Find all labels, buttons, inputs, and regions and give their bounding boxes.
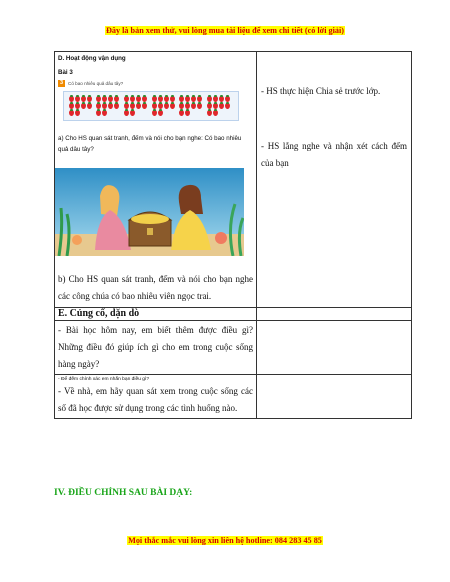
homework-cell	[55, 375, 257, 419]
strawberry-icon	[164, 103, 169, 109]
exercise-number-badge: 3	[59, 80, 64, 86]
activity-cell	[55, 52, 257, 308]
table-row	[55, 308, 412, 321]
strawberry-icon	[207, 110, 212, 116]
strawberry-icon	[179, 110, 184, 116]
empty-cell	[257, 308, 412, 321]
strawberry-icon	[185, 110, 190, 116]
lesson-table	[54, 51, 412, 419]
strawberry-icon	[87, 103, 92, 109]
strawberry-icon	[158, 110, 163, 116]
strawberry-icon	[75, 110, 80, 116]
strawberry-group	[152, 96, 178, 116]
hotline-banner	[0, 536, 450, 545]
exercise-label: Bài 3	[58, 69, 73, 76]
question-a: a) Cho HS quan sát tranh, đếm và nói cho bạn nghe: Có bao nhiêu quả dâu tây?	[58, 135, 242, 153]
table-row	[55, 321, 412, 375]
strawberry-icon	[130, 110, 135, 116]
strawberry-icon	[102, 110, 107, 116]
strawberry-icon	[96, 110, 101, 116]
review-question: - Bài học hôm nay, em biết thêm được điều gì? Những điều đó giúp ích gì cho em trong cuộc sống hàng ngày?	[58, 325, 253, 369]
section-e-title: E. Củng cố, dặn dò	[58, 308, 140, 319]
strawberry-icon	[213, 110, 218, 116]
review-cell	[55, 321, 257, 375]
strawberry-icon	[136, 103, 141, 109]
princesses-treasure-illustration	[55, 168, 244, 256]
exercise-prompt	[58, 80, 256, 87]
strawberry-icon	[225, 103, 230, 109]
counting-tip-question: - Để đếm chính xác em nhắn bạn điều gì?	[58, 377, 150, 382]
strawberry-icon	[124, 110, 129, 116]
strawberry-icon	[142, 103, 147, 109]
strawberry-icon	[114, 103, 119, 109]
strawberry-group	[96, 96, 122, 116]
strawberry-icon	[81, 103, 86, 109]
strawberry-icon	[191, 103, 196, 109]
strawberry-group	[179, 96, 205, 116]
strawberry-group	[69, 96, 95, 116]
student-response-cell	[257, 52, 412, 308]
section-e-cell	[55, 308, 257, 321]
empty-cell	[257, 321, 412, 375]
exercise-question: Có bao nhiêu quả dâu tây?	[68, 81, 124, 86]
table-row	[55, 375, 412, 419]
homework-instruction: - Về nhà, em hãy quan sát xem trong cuộc sống các số đã học được sử dụng trong các tình huống nào.	[58, 386, 253, 413]
strawberry-icon	[197, 103, 202, 109]
student-response-1: - HS thực hiện Chia sẻ trước lớp.	[261, 86, 381, 96]
strawberry-icon	[219, 103, 224, 109]
strawberry-group	[124, 96, 150, 116]
strawberry-icon	[152, 110, 157, 116]
preview-banner	[0, 26, 450, 35]
section-d-title: D. Hoạt động vận dụng	[58, 55, 126, 62]
strawberry-illustration	[63, 91, 239, 121]
table-row	[55, 52, 412, 308]
empty-cell	[257, 375, 412, 419]
section-iv-heading: IV. ĐIỀU CHỈNH SAU BÀI DẠY:	[54, 488, 193, 498]
hotline-text: Mọi thắc mắc vui lòng xin liên hệ hotline: 084 283 45 85	[128, 536, 322, 545]
strawberry-icon	[108, 103, 113, 109]
strawberry-icon	[170, 103, 175, 109]
question-b: b) Cho HS quan sát tranh, đếm và nói cho bạn nghe các công chúa có bao nhiêu viên ngọc trai.	[58, 274, 253, 301]
strawberry-icon	[69, 110, 74, 116]
student-response-2: - HS lắng nghe và nhận xét cách đếm của bạn	[261, 141, 407, 168]
strawberry-group	[207, 96, 233, 116]
preview-banner-text: Đây là bản xem thử, vui lòng mua tài liệu để xem chi tiết (có lời giải)	[105, 26, 344, 35]
treasure-chest	[129, 212, 171, 246]
